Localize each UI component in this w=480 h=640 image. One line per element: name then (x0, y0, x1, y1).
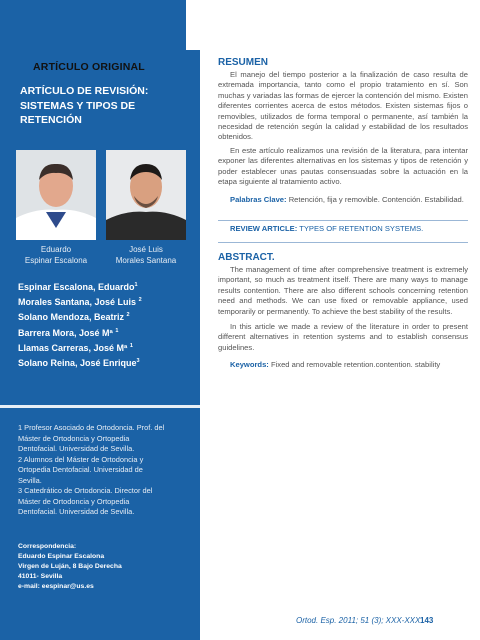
author-item: Solano Mendoza, Beatriz $^2$ (18, 312, 130, 323)
author-photo-morales (106, 150, 186, 240)
photo-caption-morales: José Luis Morales Santana (115, 245, 177, 265)
keywords-label: Keywords: (230, 360, 269, 369)
abstract-heading: ABSTRACT. (218, 252, 275, 263)
keywords (218, 360, 468, 370)
author-item: Barrera Mora, José Mª $^1$ (18, 327, 119, 338)
divider (0, 405, 200, 408)
author-list (18, 279, 194, 370)
author-photo-espinar (16, 150, 96, 240)
divider (218, 220, 468, 221)
article-type-title: ARTÍCULO DE REVISIÓN: SISTEMAS Y TIPOS DE RETENCIÓN (20, 85, 149, 126)
keywords-text: Fixed and removable retention.contention. stability (270, 360, 441, 369)
citation-footer: Ortod. Esp. 2011; 51 (3); XXX-XXX (296, 616, 421, 625)
resumen-paragraph-2: En este artículo realizamos una revisión de la literatura, para intentar exponer las diferentes alternativas en los sistemas y tipos de retención y poder establecer unas pautas consensuadas sobre la actuación en la etapa siguiente al tratamiento activo. (218, 146, 468, 187)
page-number: 143 (420, 616, 434, 625)
correspondence: Correspondencia: Eduardo Espinar Escalona Virgen de Luján, 8 Bajo Derecha 41011- Sevilla e-mail: eespinar@us.es (18, 543, 122, 590)
author-item: Morales Santana, José Luis $^2$ (18, 297, 142, 308)
affiliation-item: 2 Alumnos del Máster de Ortodoncia y Ortopedia Dentofacial. Universidad de Sevilla. (18, 454, 144, 485)
palabras-clave-text: Retención, fija y removible. Contención. Estabilidad. (288, 195, 464, 204)
author-item: Espinar Escalona, Eduardo$^1$ (18, 282, 138, 292)
palabras-clave (218, 195, 468, 205)
section-label: ARTÍCULO ORIGINAL (33, 61, 145, 73)
resumen-paragraph-1: El manejo del tiempo posterior a la finalización de caso resulta de extremada importancia, tanto como el propio tratamiento en sí. Son muchas y variadas las formas de ejercer la contención del mismo. Existen diferentes corrientes acerca de estos métodos. Existen sistemas fijos o removibles, utilizados de forma temporal o permanente, así también la necesidad de retención según la calidad y estabilidad de los resultados obtenidos. (218, 70, 468, 142)
affiliation-item: 1 Profesor Asociado de Ortodoncia. Prof. del Máster de Ortodoncia y Ortopedia Dentofacial. Universidad de Sevilla. (18, 423, 165, 453)
sidebar-header-band (0, 0, 200, 50)
resumen-heading: RESUMEN (218, 57, 269, 68)
author-item: Solano Reina, José Enrique$^3$ (18, 358, 140, 369)
divider (218, 242, 468, 243)
abstract-paragraph-2: In this article we made a review of the literature in order to present different alternatives in retention systems and to establish consensus guidelines. (218, 322, 468, 352)
affiliation-item: 3 Catedrático de Ortodoncia. Director del Máster de Ortodoncia y Ortopedia Dentofacial. Universidad de Sevilla. (18, 486, 153, 516)
affiliations (18, 423, 168, 518)
abstract-paragraph-1: The management of time after comprehensive treatment is extremely important, so much as treatment itself. There are many ways to manage results contention. There are also different schools concerning retention need and methods. We can use fixed or removable appliance, used temporarily or permanently. To achieve the best stability of the results. (218, 265, 468, 316)
palabras-clave-label: Palabras Clave: (230, 195, 287, 204)
photo-caption-espinar: Eduardo Espinar Escalona (24, 245, 88, 265)
review-article-line: REVIEW ARTICLE: TYPES OF RETENTION SYSTEMS. (230, 224, 424, 233)
author-item: Llamas Carreras, José Mª $^1$ (18, 342, 133, 353)
